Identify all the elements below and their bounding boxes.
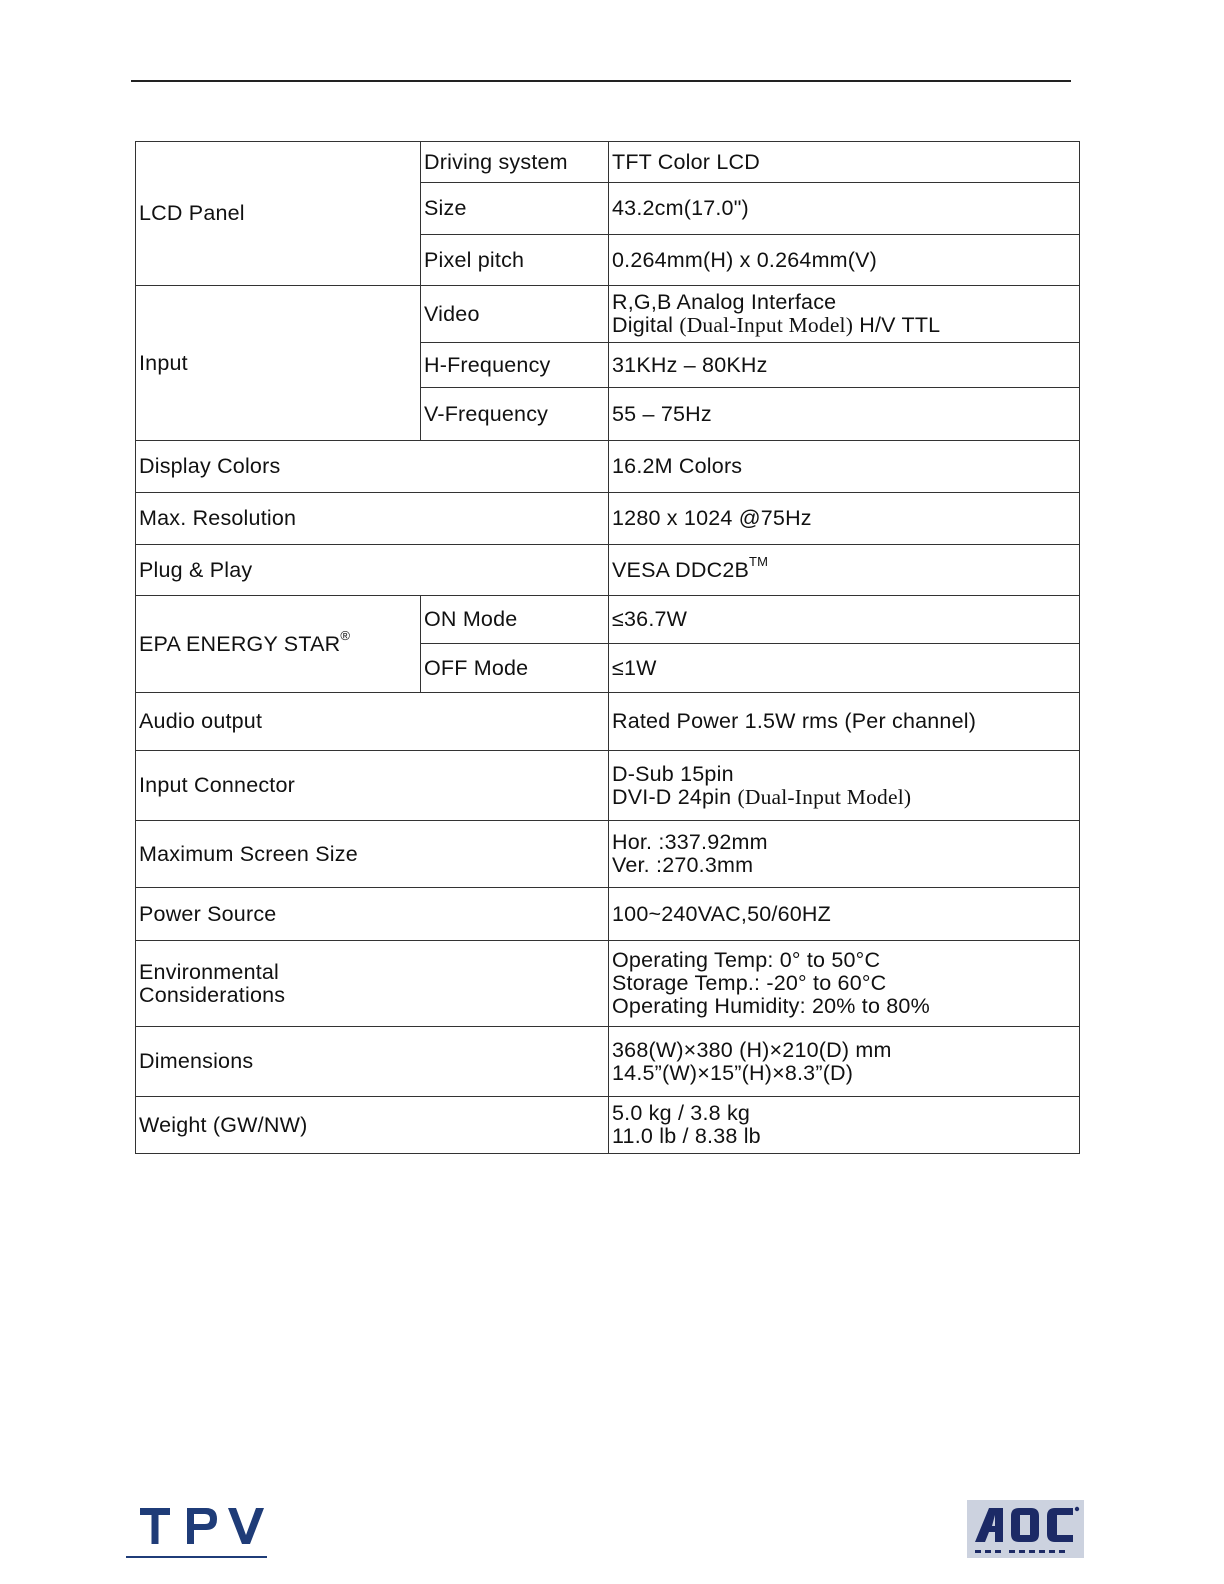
row-label: Max. Resolution — [136, 493, 609, 545]
header-rule — [131, 80, 1071, 82]
table-row — [136, 693, 1080, 751]
row-label: Power Source — [136, 888, 609, 941]
row-label: Display Colors — [136, 441, 609, 493]
row-value: 31KHz – 80KHz — [609, 343, 1080, 388]
row-value: R,G,B Analog Interface Digital (Dual-Input Model) H/V TTL — [609, 286, 1080, 343]
row-value: 43.2cm(17.0") — [609, 183, 1080, 235]
row-sublabel: Driving system — [421, 142, 609, 183]
tpv-logo — [126, 1504, 267, 1560]
row-label: Weight (GW/NW) — [136, 1097, 609, 1154]
table-row — [136, 545, 1080, 596]
row-value: 368(W)×380 (H)×210(D) mm 14.5”(W)×15”(H)×8.3”(D) — [609, 1027, 1080, 1097]
row-label: LCD Panel — [136, 142, 421, 286]
row-value: 1280 x 1024 @75Hz — [609, 493, 1080, 545]
row-label: EPA ENERGY STAR® — [136, 596, 421, 693]
table-row — [136, 142, 1080, 183]
row-label: Plug & Play — [136, 545, 609, 596]
table-row — [136, 751, 1080, 821]
row-sublabel: V-Frequency — [421, 388, 609, 441]
row-label: Input Connector — [136, 751, 609, 821]
row-label: Environmental Considerations — [136, 941, 609, 1027]
aoc-logo — [967, 1500, 1084, 1558]
table-row — [136, 286, 1080, 343]
table-row — [136, 493, 1080, 545]
row-sublabel: ON Mode — [421, 596, 609, 644]
row-value: D-Sub 15pin DVI-D 24pin (Dual-Input Model) — [609, 751, 1080, 821]
row-label: Maximum Screen Size — [136, 821, 609, 888]
table-row — [136, 888, 1080, 941]
row-value: ≤1W — [609, 644, 1080, 693]
table-row — [136, 1027, 1080, 1097]
row-label: Dimensions — [136, 1027, 609, 1097]
row-value: 55 – 75Hz — [609, 388, 1080, 441]
row-value: 16.2M Colors — [609, 441, 1080, 493]
row-sublabel: Video — [421, 286, 609, 343]
row-value: Hor. :337.92mm Ver. :270.3mm — [609, 821, 1080, 888]
row-sublabel: OFF Mode — [421, 644, 609, 693]
row-value: 100~240VAC,50/60HZ — [609, 888, 1080, 941]
table-row — [136, 1097, 1080, 1154]
table-row — [136, 596, 1080, 644]
row-sublabel: H-Frequency — [421, 343, 609, 388]
row-label: Audio output — [136, 693, 609, 751]
row-value: ≤36.7W — [609, 596, 1080, 644]
table-row — [136, 821, 1080, 888]
tpv-logo-mark — [140, 1508, 264, 1544]
table-row — [136, 941, 1080, 1027]
registered-mark: ® — [340, 628, 351, 644]
row-label: Input — [136, 286, 421, 441]
spec-table — [135, 141, 1080, 1154]
table-row — [136, 441, 1080, 493]
row-value: VESA DDC2B™ — [609, 545, 1080, 596]
aoc-logo-tagline — [975, 1550, 1065, 1553]
row-value: TFT Color LCD — [609, 142, 1080, 183]
row-value: Operating Temp: 0° to 50°C Storage Temp.: -20° to 60°C Operating Humidity: 20% to 80% — [609, 941, 1080, 1027]
row-value: 5.0 kg / 3.8 kg 11.0 lb / 8.38 lb — [609, 1097, 1080, 1154]
trademark-mark: TM — [749, 554, 769, 570]
row-value: Rated Power 1.5W rms (Per channel) — [609, 693, 1080, 751]
row-sublabel: Pixel pitch — [421, 235, 609, 286]
row-sublabel: Size — [421, 183, 609, 235]
row-value: 0.264mm(H) x 0.264mm(V) — [609, 235, 1080, 286]
